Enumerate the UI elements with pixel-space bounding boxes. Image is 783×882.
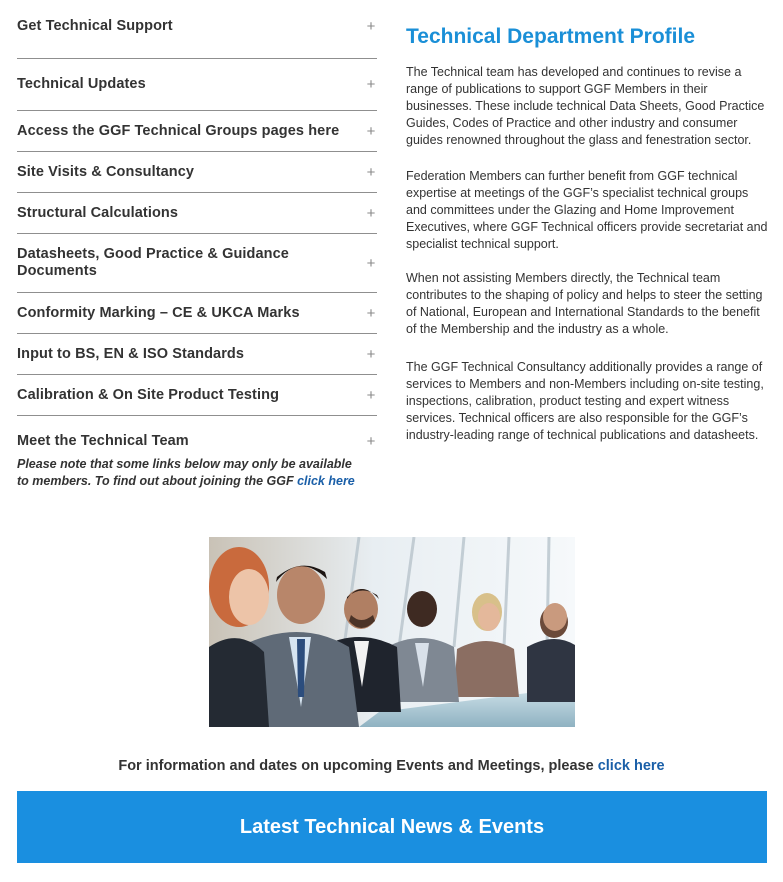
events-info-text: For information and dates on upcoming Events and Meetings, please — [118, 758, 598, 774]
plus-icon[interactable]: + — [366, 18, 376, 35]
join-ggf-link[interactable]: click here — [297, 473, 355, 488]
accordion-item-meet-the-team[interactable] — [17, 416, 377, 450]
accordion-item-structural-calculations[interactable] — [17, 193, 377, 234]
plus-icon[interactable]: + — [366, 76, 376, 93]
technical-accordion — [17, 18, 377, 450]
accordion-item-technical-updates[interactable] — [17, 59, 377, 111]
plus-icon[interactable]: + — [366, 122, 376, 140]
events-link[interactable]: click here — [597, 758, 665, 774]
plus-icon[interactable]: + — [366, 433, 376, 450]
accordion-item-label: Calibration & On Site Product Testing — [17, 386, 280, 403]
accordion-item-label: Site Visits & Consultancy — [17, 163, 195, 180]
accordion-item-conformity-marking[interactable] — [17, 293, 377, 334]
plus-icon[interactable]: + — [366, 163, 376, 181]
accordion-item-label: Input to BS, EN & ISO Standards — [17, 345, 245, 362]
accordion-item-label: Technical Updates — [17, 76, 146, 92]
plus-icon[interactable]: + — [366, 345, 376, 363]
accordion-item-get-technical-support[interactable] — [17, 18, 377, 59]
events-info — [0, 758, 783, 774]
latest-news-events-button[interactable] — [17, 791, 767, 863]
accordion-item-label: Conformity Marking – CE & UKCA Marks — [17, 304, 300, 321]
accordion-item-label: Datasheets, Good Practice & Guidance Documents — [17, 246, 289, 279]
plus-icon[interactable]: + — [366, 204, 376, 222]
profile-paragraph: Federation Members can further benefit from GGF technical expertise at meetings of the GGF’s specialist technical groups and committees under the Glazing and Home Improvement Executives, where GGF Technical officers provide secretariat and specialist technical support. — [406, 169, 768, 251]
meeting-photo — [209, 537, 575, 727]
profile-paragraph: The GGF Technical Consultancy additionally provides a range of services to Members and non-Members including on-site testing, inspections, calibration, product testing and expert witness services. Technical officers are also responsible for the GGF’s industry-leading range of technical publications and datasheets. — [406, 360, 764, 442]
accordion-item-label: Meet the Technical Team — [17, 433, 189, 449]
technical-department-profile — [406, 24, 771, 444]
profile-paragraph: The Technical team has developed and continues to revise a range of publications to support GGF Members in their businesses. These include technical Data Sheets, Good Practice Guides, Codes of Practice and other industry and consumer guides renowned throughout the glass and fenestration sector. — [406, 65, 765, 147]
members-note — [17, 456, 367, 489]
accordion-item-datasheets[interactable] — [17, 234, 377, 293]
accordion-item-standards[interactable] — [17, 334, 377, 375]
profile-paragraph: When not assisting Members directly, the Technical team contributes to the shaping of policy and helps to steer the setting of National, European and International Standards to the benefit of the Membership and the industry as a whole. — [406, 271, 763, 336]
plus-icon[interactable]: + — [366, 254, 376, 272]
accordion-item-label: Access the GGF Technical Groups pages here — [17, 122, 340, 139]
members-note-text: Please note that some links below may only be available to members. To find out about joining the GGF — [17, 457, 352, 488]
plus-icon[interactable]: + — [366, 304, 376, 322]
accordion-item-site-visits[interactable] — [17, 152, 377, 193]
page-title: Technical Department Profile — [406, 25, 696, 48]
plus-icon[interactable]: + — [366, 386, 376, 404]
accordion-item-technical-groups[interactable] — [17, 111, 377, 152]
accordion-item-calibration[interactable] — [17, 375, 377, 416]
accordion-item-label: Structural Calculations — [17, 204, 179, 221]
accordion-item-label: Get Technical Support — [17, 18, 173, 34]
latest-news-events-label: Latest Technical News & Events — [239, 815, 545, 838]
